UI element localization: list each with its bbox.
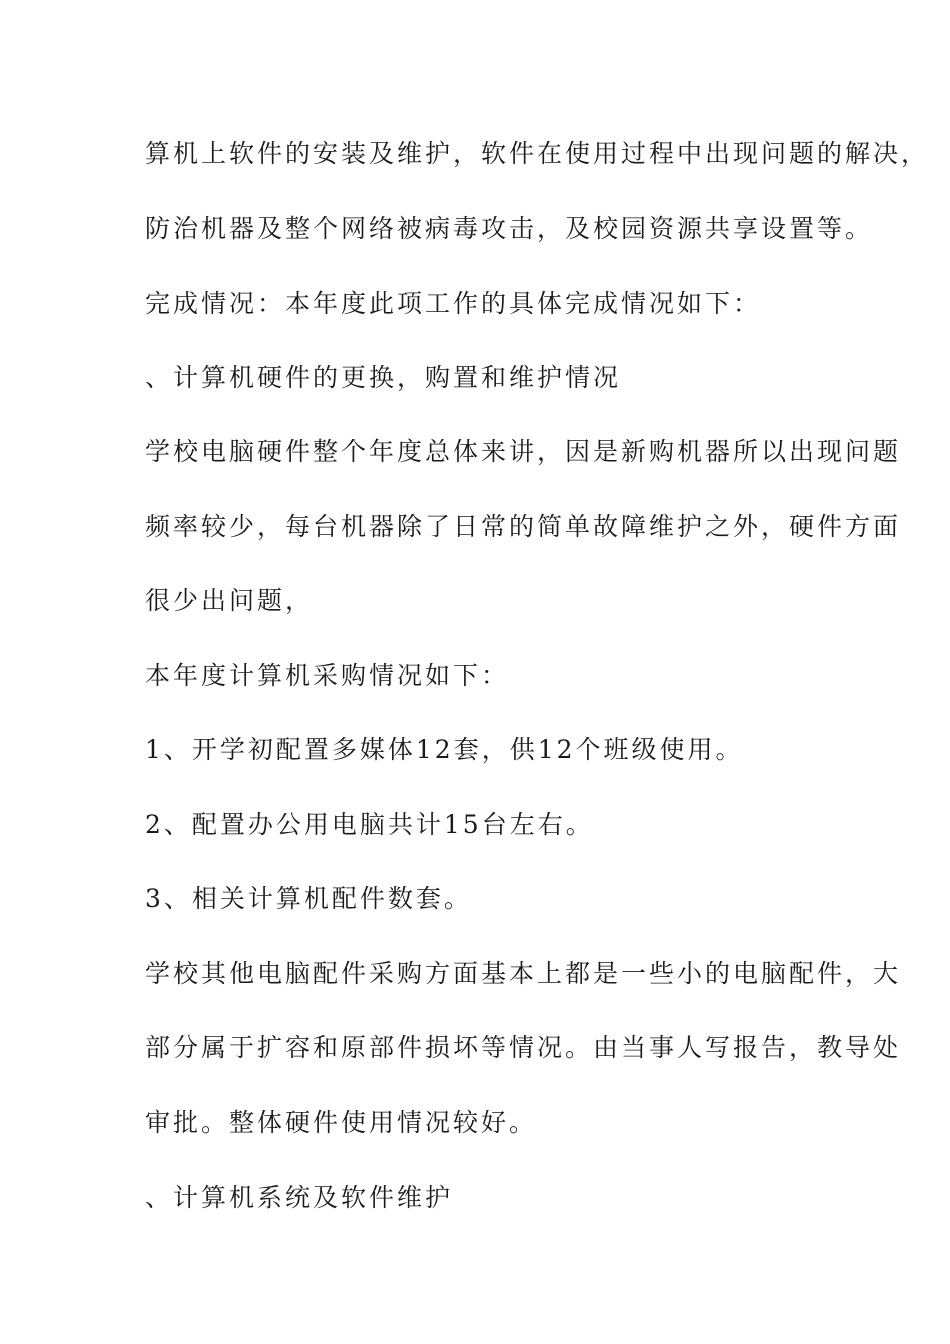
text-line: 防治机器及整个网络被病毒攻击，及校园资源共享设置等。 — [145, 214, 874, 243]
list-item: 1、开学初配置多媒体12套，供12个班级使用。 — [145, 735, 744, 764]
text-line: 审批。整体硬件使用情况较好。 — [145, 1108, 538, 1137]
text-line: 算机上软件的安装及维护，软件在使用过程中出现问题的解决， — [145, 139, 930, 168]
list-item: 2、配置办公用电脑共计15台左右。 — [145, 810, 594, 839]
section-heading: 、计算机系统及软件维护 — [145, 1183, 454, 1212]
text-line: 学校其他电脑配件采购方面基本上都是一些小的电脑配件，大 — [145, 959, 902, 988]
text-line: 频率较少，每台机器除了日常的简单故障维护之外，硬件方面 — [145, 512, 902, 541]
text-line: 部分属于扩容和原部件损坏等情况。由当事人写报告，教导处 — [145, 1033, 902, 1062]
text-line: 本年度计算机采购情况如下： — [145, 661, 510, 690]
text-line: 学校电脑硬件整个年度总体来讲，因是新购机器所以出现问题 — [145, 437, 902, 466]
section-heading: 、计算机硬件的更换，购置和维护情况 — [145, 363, 622, 392]
text-line: 完成情况：本年度此项工作的具体完成情况如下： — [145, 289, 762, 318]
text-line: 很少出问题， — [145, 586, 314, 615]
list-item: 3、相关计算机配件数套。 — [145, 884, 472, 913]
